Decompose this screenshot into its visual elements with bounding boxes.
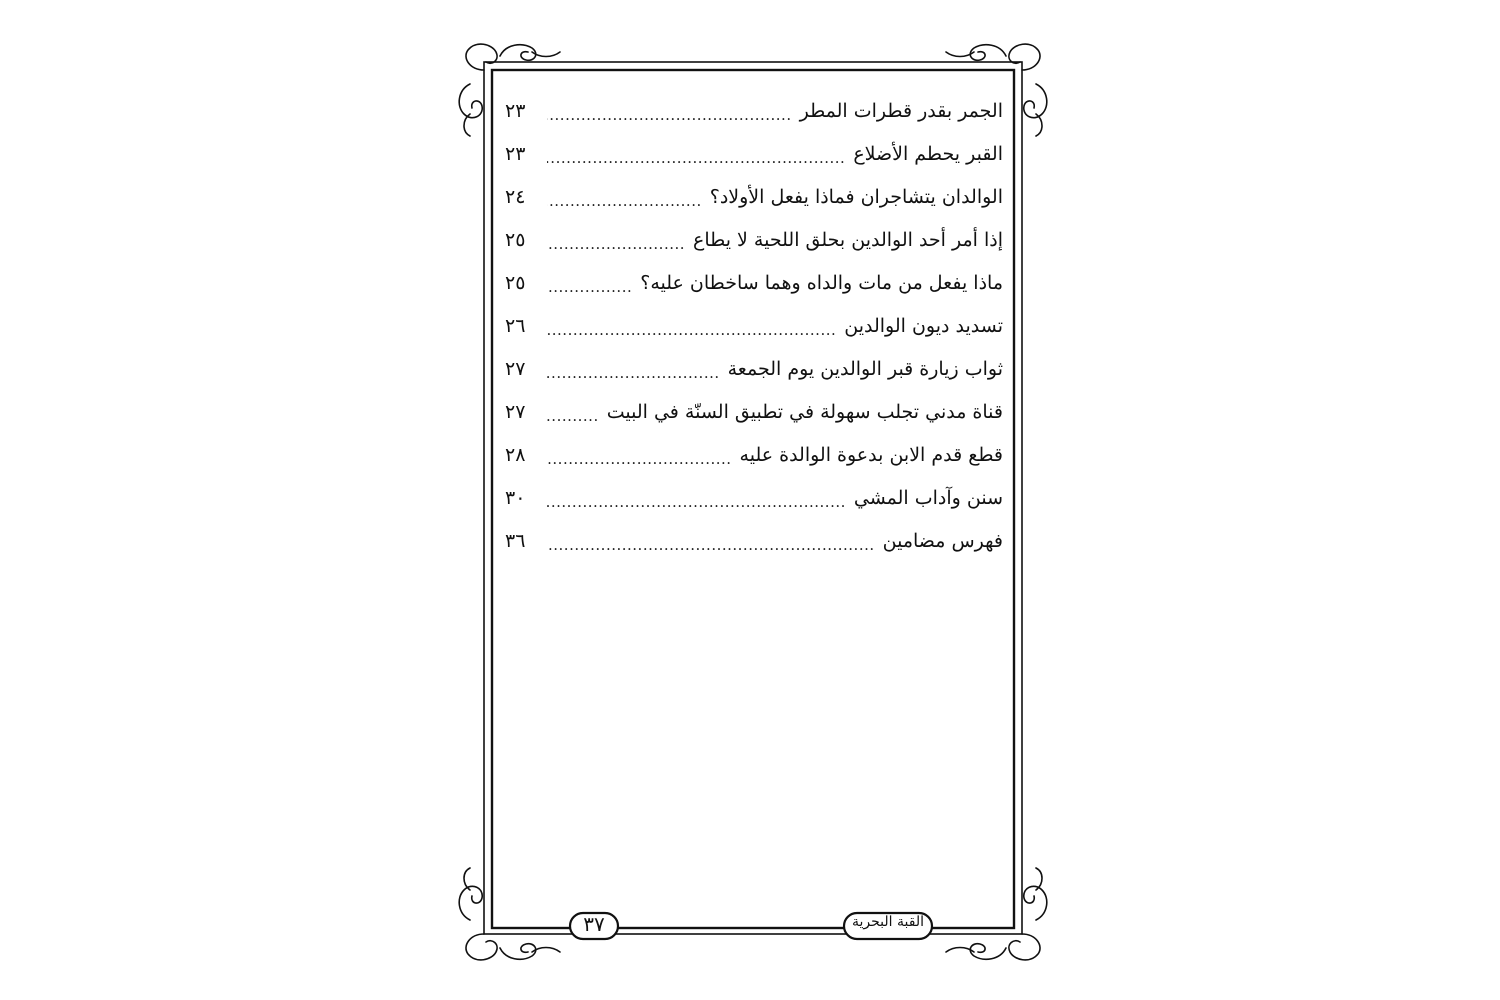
toc-entry-title: إذا أمر أحد الوالدين بحلق اللحية لا يطاع xyxy=(693,229,1003,251)
toc-entry-page: ٢٥ xyxy=(505,272,526,294)
toc-entry xyxy=(505,176,1003,219)
toc-dot-leader xyxy=(547,323,836,348)
toc-dot-leader xyxy=(547,452,732,477)
toc-entry-title: سنن وآداب المشي xyxy=(853,487,1003,509)
corner-ornament-bottom-left xyxy=(459,868,560,960)
footer-page-number: ٣٧ xyxy=(583,912,605,936)
toc-dot-leader xyxy=(547,366,720,391)
toc-entry-page: ٣٦ xyxy=(505,530,526,552)
toc-entry-title: الوالدان يتشاجران فماذا يفعل الأولاد؟ xyxy=(709,186,1003,208)
toc-entry-page: ٢٧ xyxy=(505,358,526,380)
toc-entry-title: فهرس مضامين xyxy=(882,530,1003,552)
toc-entry xyxy=(505,477,1003,520)
toc-entry-page: ٢٨ xyxy=(505,444,526,466)
toc-dot-leader xyxy=(547,538,875,563)
toc-dot-leader xyxy=(547,495,846,520)
toc-dot-leader xyxy=(547,280,632,305)
toc-dot-leader xyxy=(547,151,845,176)
toc-entry-title: ماذا يفعل من مات والداه وهما ساخطان عليه؟ xyxy=(640,272,1003,294)
toc-entry-title: القبر يحطم الأضلاع xyxy=(853,143,1003,165)
toc-dot-leader xyxy=(547,237,685,262)
toc-dot-leader xyxy=(547,194,702,219)
toc-dot-leader xyxy=(547,409,599,434)
toc-entry-page: ٢٣ xyxy=(505,143,526,165)
toc-entry-page: ٣٠ xyxy=(505,487,526,509)
toc-entry-page: ٢٤ xyxy=(505,186,526,208)
toc-entry-page: ٢٥ xyxy=(505,229,526,251)
corner-ornament-bottom-right xyxy=(946,868,1047,960)
toc-entry xyxy=(505,219,1003,262)
toc-entry xyxy=(505,520,1003,563)
toc-entry xyxy=(505,434,1003,477)
toc-entry xyxy=(505,348,1003,391)
toc-entry xyxy=(505,305,1003,348)
footer-book-title: القبة البحرية xyxy=(852,914,924,930)
toc-entry-title: تسديد ديون الوالدين xyxy=(844,315,1003,337)
toc-entry xyxy=(505,391,1003,434)
toc-entry-title: قناة مدني تجلب سهولة في تطبيق السنّة في البيت xyxy=(606,401,1003,423)
toc-entry xyxy=(505,133,1003,176)
toc-entry-title: الجمر بقدر قطرات المطر xyxy=(799,100,1003,122)
toc-entry-title: ثواب زيارة قبر الوالدين يوم الجمعة xyxy=(727,358,1003,380)
toc-entry-page: ٢٣ xyxy=(505,100,526,122)
toc-entry xyxy=(505,90,1003,133)
toc-dot-leader xyxy=(547,108,792,133)
toc-entry xyxy=(505,262,1003,305)
toc-entry-page: ٢٦ xyxy=(505,315,526,337)
toc-entry-title: قطع قدم الابن بدعوة الوالدة عليه xyxy=(739,444,1003,466)
table-of-contents xyxy=(505,90,1003,563)
toc-entry-page: ٢٧ xyxy=(505,401,526,423)
